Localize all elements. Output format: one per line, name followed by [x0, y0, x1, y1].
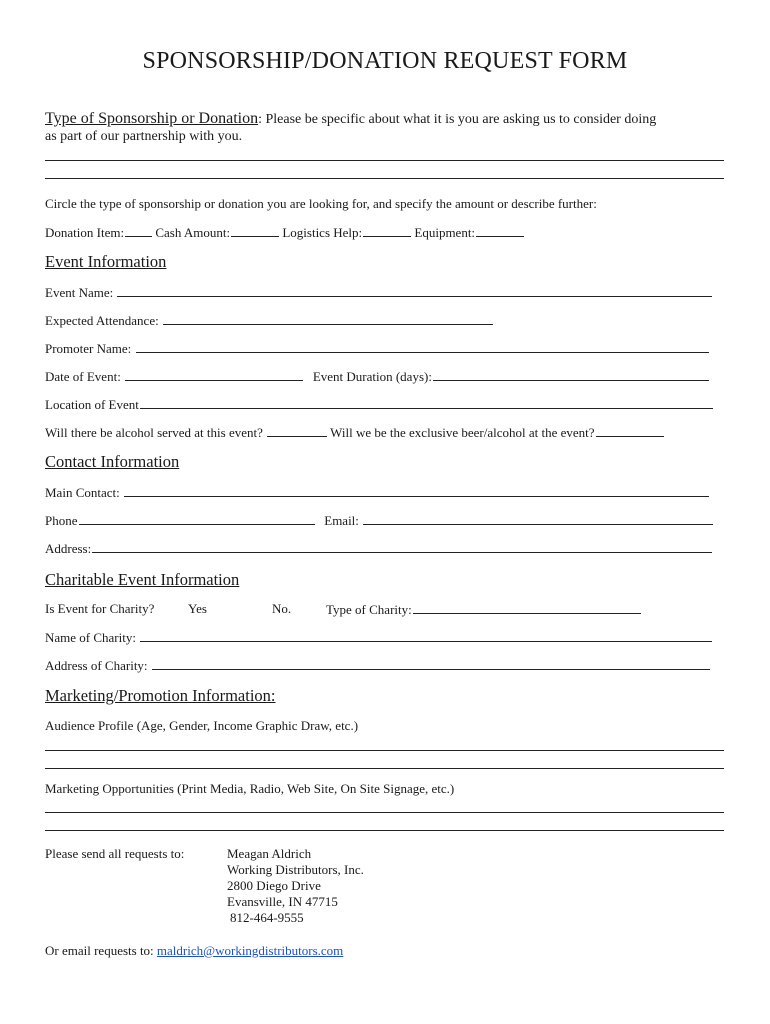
- donation-item-field[interactable]: [125, 224, 152, 237]
- email-link[interactable]: maldrich@workingdistributors.com: [156, 943, 344, 958]
- address-of-charity-row: [45, 657, 710, 674]
- promoter-name-label: Promoter Name:: [45, 341, 132, 356]
- expected-attendance-row: [45, 312, 493, 329]
- expected-attendance-label: Expected Attendance:: [45, 313, 159, 328]
- alcohol-served-field[interactable]: [267, 424, 327, 437]
- exclusive-beer-field[interactable]: [596, 424, 664, 437]
- type-of-charity-row: [326, 601, 641, 618]
- phone-email-row: [45, 512, 713, 529]
- type-of-charity-label: Type of Charity:: [326, 602, 412, 617]
- answer-line[interactable]: [45, 178, 724, 179]
- logistics-help-field[interactable]: [363, 224, 411, 237]
- main-contact-row: [45, 484, 709, 501]
- alcohol-row: [45, 424, 664, 441]
- page-title: SPONSORSHIP/DONATION REQUEST FORM: [142, 48, 628, 74]
- logistics-help-label: Logistics Help:: [282, 225, 363, 240]
- phone-label: Phone: [45, 513, 78, 528]
- promoter-name-field[interactable]: [136, 340, 709, 353]
- street-address: 2800 Diego Drive: [227, 878, 321, 893]
- equipment-field[interactable]: [476, 224, 524, 237]
- expected-attendance-field[interactable]: [163, 312, 493, 325]
- email-label: Email:: [324, 513, 359, 528]
- contact-phone: 812-464-9555: [230, 910, 304, 925]
- date-of-event-field[interactable]: [125, 368, 303, 381]
- name-of-charity-label: Name of Charity:: [45, 630, 136, 645]
- location-label: Location of Event: [45, 397, 139, 412]
- is-charity-label: Is Event for Charity?: [45, 601, 155, 616]
- exclusive-beer-label: Will we be the exclusive beer/alcohol at the event?: [330, 425, 595, 440]
- answer-line[interactable]: [45, 768, 724, 769]
- event-section-heading: Event Information: [45, 252, 167, 271]
- charity-no-option[interactable]: No.: [272, 601, 292, 616]
- event-name-field[interactable]: [117, 284, 712, 297]
- type-intro-text: : Please be specific about what it is you are asking us to consider doing: [258, 112, 657, 127]
- promoter-name-row: [45, 340, 709, 357]
- type-intro-text-2: as part of our partnership with you.: [45, 129, 243, 144]
- address-of-charity-field[interactable]: [152, 657, 710, 670]
- event-duration-field[interactable]: [433, 368, 709, 381]
- main-contact-field[interactable]: [124, 484, 709, 497]
- location-row: [45, 396, 713, 413]
- alcohol-served-label: Will there be alcohol served at this event?: [45, 425, 263, 440]
- date-of-event-label: Date of Event:: [45, 369, 121, 384]
- email-requests-row: [45, 943, 343, 959]
- address-field[interactable]: [92, 540, 712, 553]
- name-of-charity-field[interactable]: [140, 629, 712, 642]
- email-field[interactable]: [363, 512, 713, 525]
- phone-field[interactable]: [79, 512, 315, 525]
- circle-instructions: Circle the type of sponsorship or donation you are looking for, and specify the amount or describe further:: [45, 196, 597, 211]
- company-name: Working Distributors, Inc.: [227, 862, 364, 877]
- address-of-charity-label: Address of Charity:: [45, 658, 148, 673]
- answer-line[interactable]: [45, 160, 724, 161]
- type-of-charity-field[interactable]: [413, 601, 641, 614]
- marketing-opportunities-label: Marketing Opportunities (Print Media, Radio, Web Site, On Site Signage, etc.): [45, 781, 455, 796]
- name-of-charity-row: [45, 629, 712, 646]
- event-duration-label: Event Duration (days):: [312, 369, 432, 384]
- event-date-row: [45, 368, 709, 385]
- answer-line[interactable]: [45, 812, 724, 813]
- send-requests-label: Please send all requests to:: [45, 846, 185, 861]
- cash-amount-field[interactable]: [231, 224, 279, 237]
- marketing-section-heading: Marketing/Promotion Information:: [45, 686, 276, 705]
- event-name-row: [45, 284, 712, 301]
- charity-yes-option[interactable]: Yes: [188, 601, 207, 616]
- type-intro-line: [45, 110, 656, 128]
- location-field[interactable]: [140, 396, 713, 409]
- main-contact-label: Main Contact:: [45, 485, 120, 500]
- cash-amount-label: Cash Amount:: [155, 225, 231, 240]
- donation-item-label: Donation Item:: [45, 225, 125, 240]
- contact-section-heading: Contact Information: [45, 452, 180, 471]
- type-section-heading: Type of Sponsorship or Donation: [45, 110, 259, 127]
- mailing-address-block: [227, 846, 364, 926]
- equipment-label: Equipment:: [414, 225, 476, 240]
- charity-section-heading: Charitable Event Information: [45, 570, 240, 589]
- address-label: Address:: [45, 541, 92, 556]
- city-state-zip: Evansville, IN 47715: [227, 894, 338, 909]
- donation-type-row: [45, 224, 524, 241]
- address-row: [45, 540, 712, 557]
- event-name-label: Event Name:: [45, 285, 114, 300]
- audience-profile-label: Audience Profile (Age, Gender, Income Graphic Draw, etc.): [45, 718, 359, 733]
- contact-name: Meagan Aldrich: [227, 846, 312, 861]
- email-requests-label: Or email requests to:: [45, 943, 154, 958]
- answer-line[interactable]: [45, 830, 724, 831]
- answer-line[interactable]: [45, 750, 724, 751]
